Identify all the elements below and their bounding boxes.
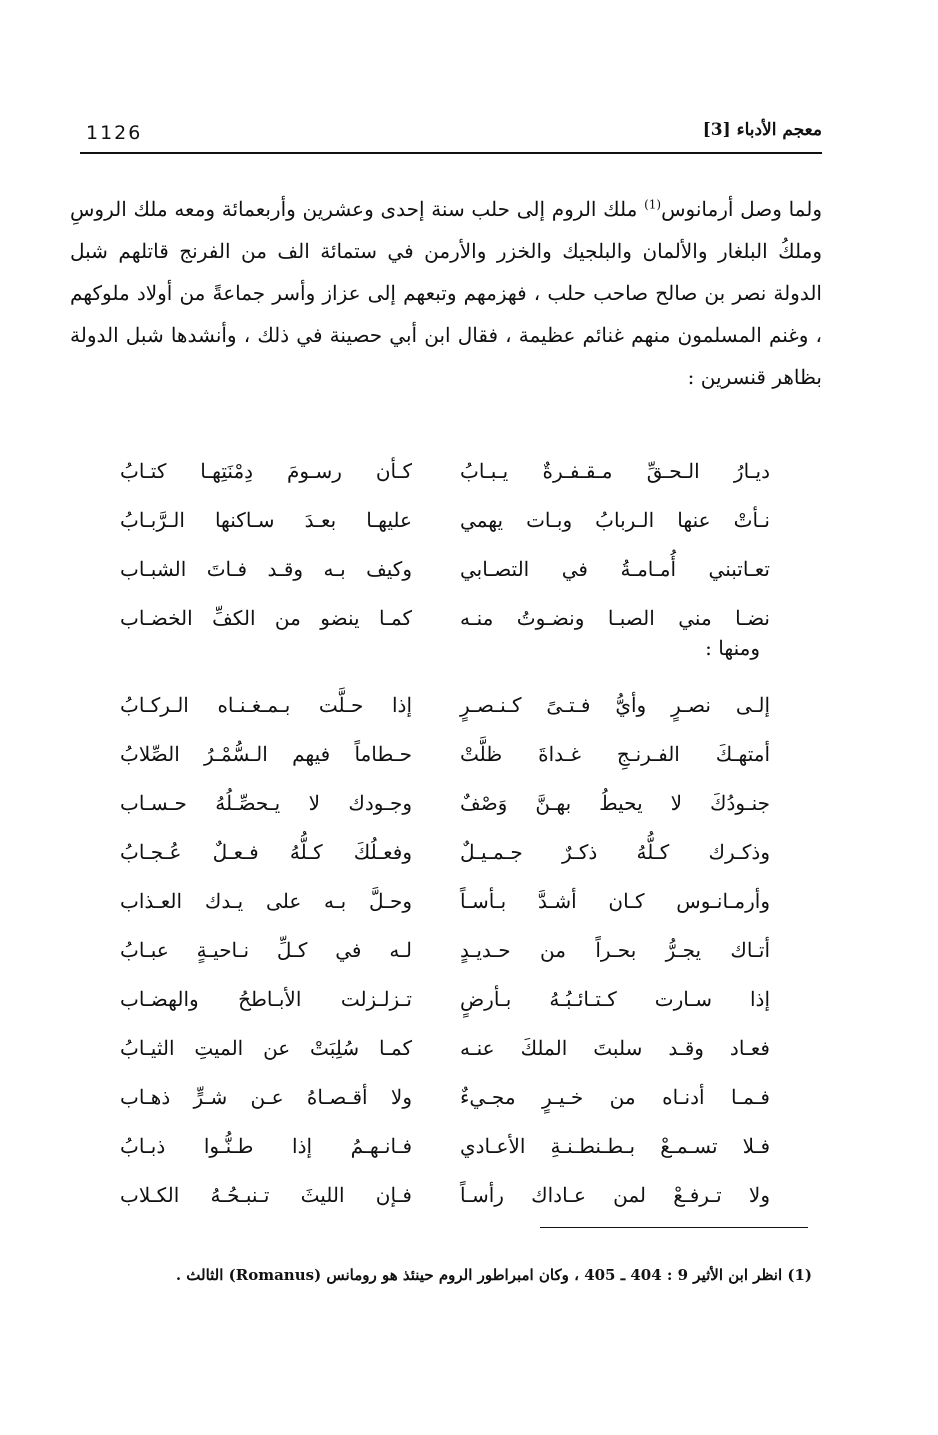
- footnote-divider: [540, 1227, 808, 1228]
- verse-second-hemistich: حـطاماً فيهم الـسُّمْـرُ الصِّلابُ: [120, 741, 412, 766]
- section-label: ومنها :: [705, 636, 760, 660]
- intro-text-rest: ملك الروم إلى حلب سنة إحدى وعشرين وأربعمائة ومعه ملك الروسِ وملكُ البلغار والألمان والبلجيك والخزر والأرمن في ستمائة الف من الفرنج قاتلهم شبل الدولة نصر بن صالح صاحب حلب ، فهزمهم وتبعهم إلى عزاز وأسر جماعةً من أولاد ملوكهم ، وغنم المسلمون منهم غنائم عظيمة ، فقال ابن أبي حصينة في ذلك ، وأنشدها شبل الدولة بظاهر قنسرين :: [70, 197, 822, 389]
- verse-line: [120, 446, 770, 495]
- footnote-marker[interactable]: (1): [644, 197, 662, 212]
- verse-line: [120, 925, 770, 974]
- verse-line: [120, 974, 770, 1023]
- verse-line: [120, 593, 770, 642]
- verse-first-hemistich: فعـاد وقـد سلبتَ الملكَ عنـه: [460, 1035, 770, 1060]
- verse-first-hemistich: إذا سـارت كـتـائـبُـهُ بـأرضٍ: [460, 986, 770, 1011]
- poem-second-section: [120, 680, 770, 1219]
- verse-first-hemistich: نضـا مني الصبـا ونضـوتُ منـه: [460, 605, 770, 630]
- verse-second-hemistich: كمـا ينضو من الكفِّ الخضـاب: [120, 605, 412, 630]
- verse-line: [120, 1072, 770, 1121]
- page-header: [80, 118, 822, 154]
- verse-first-hemistich: ديـارُ الـحـقِّ مـقـفـرةٌ يـبـابُ: [460, 458, 770, 483]
- verse-line: [120, 778, 770, 827]
- verse-second-hemistich: فـانـهـمُ إذا طـنُّـوا ذبـابُ: [120, 1133, 412, 1158]
- verse-first-hemistich: أمتهـكَ الفـرنـجِ غـداةَ ظلَّتْ: [460, 741, 770, 766]
- verse-line: [120, 1170, 770, 1219]
- verse-second-hemistich: وجـودك لا يـحصِّـلُهُ حـسـاب: [120, 790, 412, 815]
- verse-second-hemistich: فـإن الليثَ تـنبـحُـهُ الكـلاب: [120, 1182, 412, 1207]
- verse-first-hemistich: أتـاك يجـرُّ بحـراً من حـديـدٍ: [460, 937, 770, 962]
- verse-first-hemistich: إلـى نصـرٍ وأيُّ فـتـىً كـنـصـرٍ: [460, 692, 770, 717]
- verse-second-hemistich: لـه في كـلِّ نـاحيـةٍ عبـابُ: [120, 937, 412, 962]
- verse-second-hemistich: وفعـلُكَ كـلُّهُ فـعـلٌ عُـجـابُ: [120, 839, 412, 864]
- verse-line: [120, 544, 770, 593]
- verse-second-hemistich: وحـلَّ بـه على يـدك العـذاب: [120, 888, 412, 913]
- verse-line: [120, 680, 770, 729]
- verse-line: [120, 876, 770, 925]
- verse-line: [120, 729, 770, 778]
- verse-second-hemistich: كـأن رسـومَ دِمْنَتِهـا كتـابُ: [120, 458, 412, 483]
- intro-text-start: ولما وصل أرمانوس: [661, 197, 822, 221]
- verse-second-hemistich: ولا أقـصـاهُ عـن شـرٍّ ذهـاب: [120, 1084, 412, 1109]
- verse-line: [120, 1121, 770, 1170]
- footnote: (1) انظر ابن الأثير 9 : 404 ـ 405 ، وكان امبراطور الروم حينئذ هو رومانس (Romanus) الثالث .: [175, 1266, 812, 1284]
- verse-second-hemistich: إذا حـلَّت بـمـغـنـاه الـركـابُ: [120, 692, 412, 717]
- verse-second-hemistich: تـزلـزلت الأبـاطحُ والهضـاب: [120, 986, 412, 1011]
- verse-line: [120, 1023, 770, 1072]
- poem-first-section: [120, 446, 770, 642]
- intro-paragraph: [70, 188, 822, 398]
- verse-first-hemistich: ولا تـرفـعْ لمن عـاداك رأسـاً: [460, 1182, 770, 1207]
- verse-second-hemistich: كمـا سُلِبَتْ عن الميتِ الثيـابُ: [120, 1035, 412, 1060]
- verse-first-hemistich: وذكـرك كـلُّهُ ذكـرٌ جـمـيـلٌ: [460, 839, 770, 864]
- verse-line: [120, 827, 770, 876]
- verse-first-hemistich: جنـودُكَ لا يحيطُ بهـنَّ وَصْفٌ: [460, 790, 770, 815]
- verse-line: [120, 495, 770, 544]
- verse-first-hemistich: تعـاتبني أُمـامـةُ في التصـابي: [460, 556, 770, 581]
- page-number: 1126: [86, 122, 143, 144]
- verse-first-hemistich: فـلا تسـمـعْ بـطـنطـنـةِ الأعـادي: [460, 1133, 770, 1158]
- verse-second-hemistich: وكيف بـه وقـد فـاتَ الشبـاب: [120, 556, 412, 581]
- verse-first-hemistich: نـأتْ عنها الـربابُ وبـات يهمي: [460, 507, 770, 532]
- verse-first-hemistich: فـمـا أدنـاه من خـيـرٍ مجـيءٌ: [460, 1084, 770, 1109]
- verse-second-hemistich: عليهـا بعـدَ سـاكنها الـرَّبـابُ: [120, 507, 412, 532]
- running-title: معجم الأدباء [3]: [702, 120, 822, 140]
- verse-first-hemistich: وأرمـانـوس كـان أشـدَّ بـأسـاً: [460, 888, 770, 913]
